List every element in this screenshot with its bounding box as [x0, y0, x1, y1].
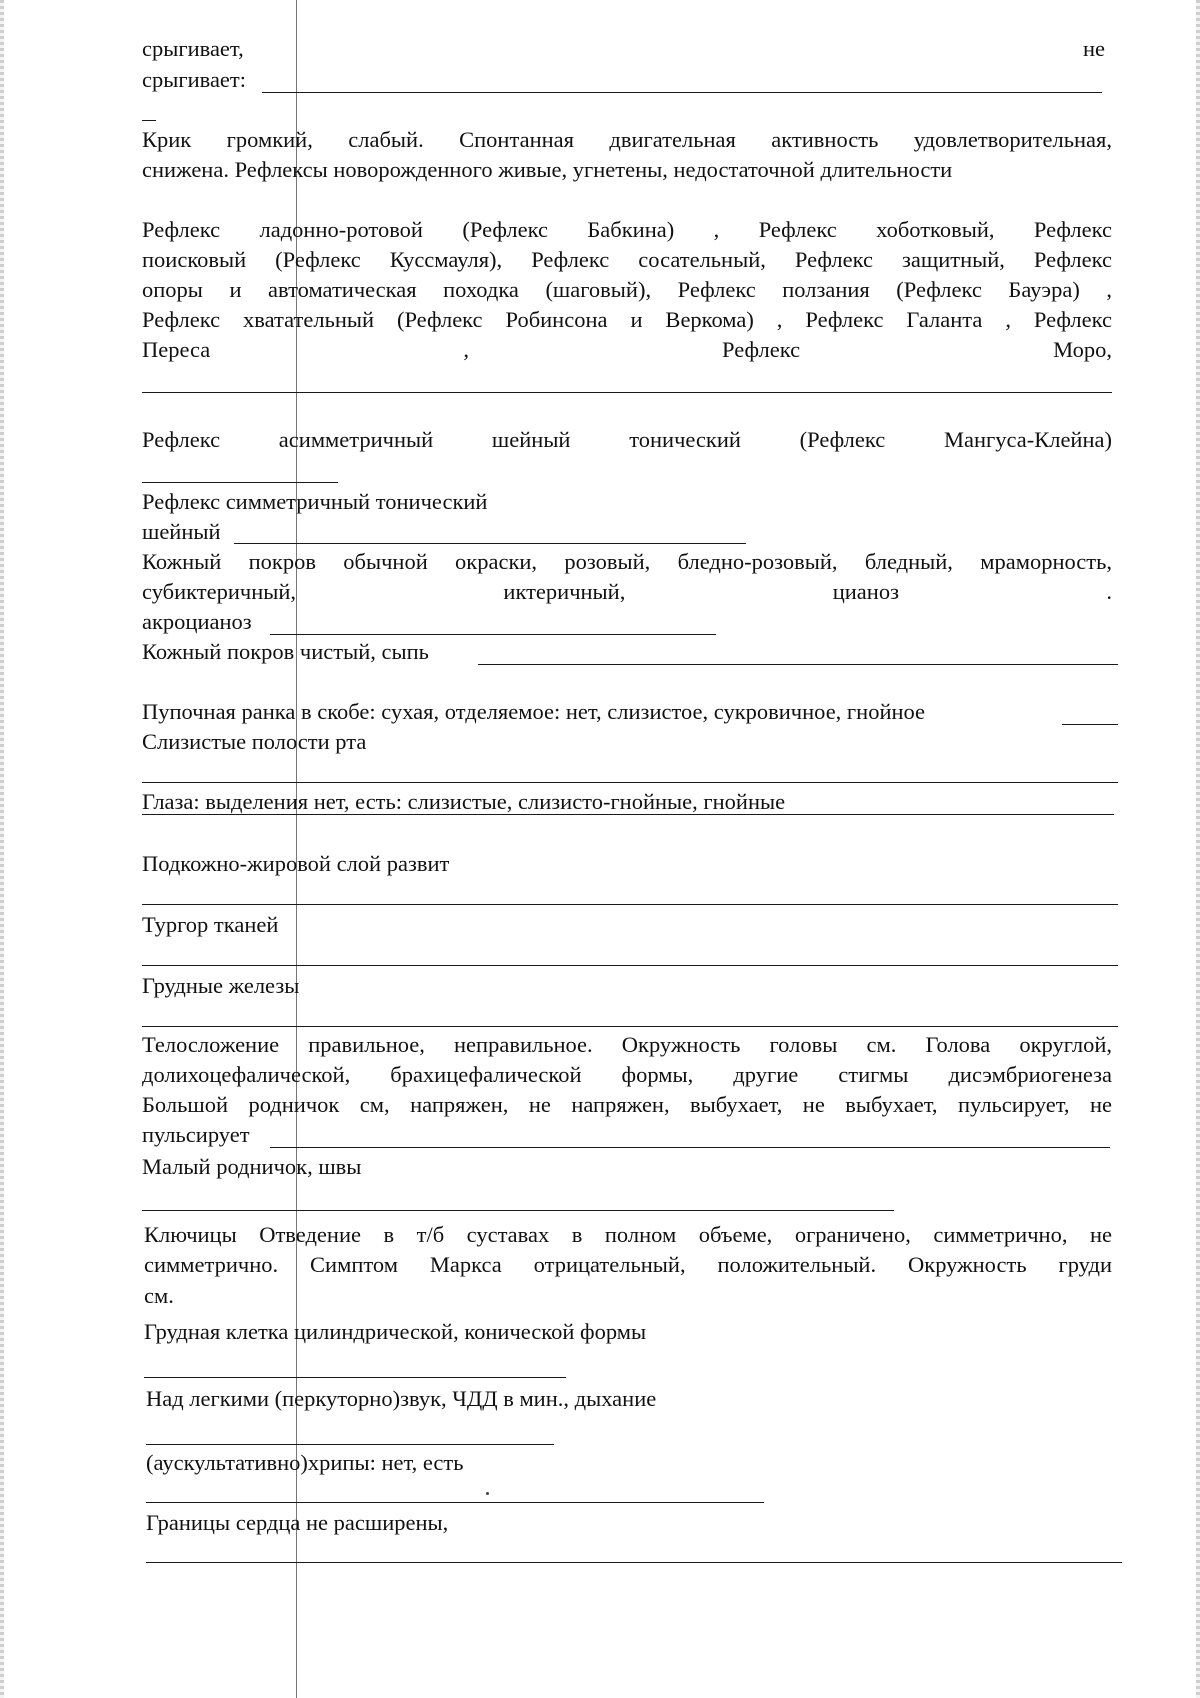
text-line: Крик громкий, слабый. Спонтанная двигательная активность удовлетворительная,	[142, 127, 1112, 152]
text-line: Границы сердца не расширены,	[146, 1510, 449, 1535]
fill-in-line[interactable]	[142, 1026, 1118, 1027]
fill-in-line[interactable]	[146, 1502, 764, 1503]
fill-in-line[interactable]	[146, 1562, 1122, 1563]
fill-in-line[interactable]	[262, 92, 1102, 93]
text-word: цианоз	[832, 579, 899, 604]
text-line: опоры и автоматическая походка (шаговый), Рефлекс ползания (Рефлекс Бауэра) ,	[142, 277, 1112, 302]
text-line: пульсирует	[142, 1122, 250, 1147]
text-line: Подкожно-жировой слой развит	[142, 851, 450, 876]
text-line: Рефлекс хватательный (Рефлекс Робинсона и Веркома) , Рефлекс Галанта , Рефлекс	[142, 307, 1112, 332]
fill-in-line[interactable]	[146, 1444, 554, 1445]
text-line: не	[1083, 36, 1106, 61]
fill-in-line[interactable]	[142, 1210, 894, 1211]
fill-in-line[interactable]	[234, 543, 746, 544]
text-line: (аускультативно)хрипы: нет, есть	[146, 1450, 464, 1475]
text-word: ,	[463, 337, 469, 362]
fill-in-line[interactable]	[270, 634, 716, 635]
text-line: Над легкими (перкуторно)звук, ЧДД в мин., дыхание	[146, 1386, 657, 1411]
text-line-spread	[142, 335, 1112, 365]
text-line: Слизистые полости рта	[142, 729, 367, 754]
text-line: поисковый (Рефлекс Куссмауля), Рефлекс сосательный, Рефлекс защитный, Рефлекс	[142, 247, 1112, 272]
text-line: срыгивает:	[142, 67, 247, 92]
text-line: Рефлекс асимметричный шейный тонический (Рефлекс Мангуса-Клейна)	[142, 427, 1112, 452]
text-line: Грудные железы	[142, 973, 300, 998]
fill-in-line[interactable]	[142, 965, 1118, 966]
scan-right-edge	[1196, 0, 1200, 1698]
text-line: Ключицы Отведение в т/б суставах в полном объеме, ограничено, симметрично, не	[144, 1222, 1112, 1247]
text-word: Моро,	[1053, 337, 1112, 362]
fill-in-line[interactable]	[142, 482, 338, 483]
fill-in-line[interactable]	[142, 782, 1118, 783]
text-line: Глаза: выделения нет, есть: слизистые, слизисто-гнойные, гнойные	[142, 789, 786, 814]
text-line: Тургор тканей	[142, 912, 279, 937]
text-word: субиктеричный,	[142, 579, 297, 604]
text-line: Рефлекс ладонно-ротовой (Рефлекс Бабкина) , Рефлекс хоботковый, Рефлекс	[142, 217, 1112, 242]
text-line: Телосложение правильное, неправильное. Окружность головы см. Голова округлой,	[142, 1032, 1112, 1057]
text-line: Рефлекс симметричный тонический	[142, 489, 488, 514]
fill-in-line[interactable]	[270, 1147, 1110, 1148]
text-word: иктеричный,	[503, 579, 626, 604]
text-line: Кожный покров чистый, сыпь	[142, 639, 429, 664]
scan-left-edge	[0, 0, 4, 1698]
text-line-spread	[142, 577, 1112, 607]
text-line: срыгивает,	[142, 36, 244, 61]
fill-in-line[interactable]	[142, 120, 156, 121]
text-word: .	[1106, 579, 1112, 604]
fill-in-line[interactable]	[478, 664, 1118, 665]
text-line: акроцианоз	[142, 609, 252, 634]
text-word: Переса	[142, 337, 211, 362]
text-line: шейный	[142, 519, 221, 544]
text-line: см.	[144, 1283, 174, 1308]
text-line: симметрично. Симптом Маркса отрицательный, положительный. Окружность груди	[144, 1252, 1112, 1277]
text-line: Кожный покров обычной окраски, розовый, бледно-розовый, бледный, мраморность,	[142, 549, 1112, 574]
text-line: Малый родничок, швы	[142, 1154, 362, 1179]
text-line: Большой родничок см, напряжен, не напряжен, выбухает, не выбухает, пульсирует, не	[142, 1092, 1112, 1117]
text-line: долихоцефалической, брахицефалической формы, другие стигмы дисэмбриогенеза	[142, 1062, 1112, 1087]
text-line: Пупочная ранка в скобе: сухая, отделяемое: нет, слизистое, сукровичное, гнойное	[142, 699, 926, 724]
fill-in-line[interactable]	[142, 814, 1114, 815]
fill-in-line[interactable]	[1062, 724, 1118, 725]
fill-in-line[interactable]	[142, 392, 1112, 393]
text-line: Грудная клетка цилиндрической, конической формы	[144, 1319, 647, 1344]
scan-speck	[486, 1492, 489, 1495]
fill-in-line[interactable]	[142, 904, 1118, 905]
fill-in-line[interactable]	[144, 1377, 566, 1378]
text-word: Рефлекс	[722, 337, 801, 362]
text-line: снижена. Рефлексы новорожденного живые, угнетены, недостаточной длительности	[142, 157, 953, 182]
